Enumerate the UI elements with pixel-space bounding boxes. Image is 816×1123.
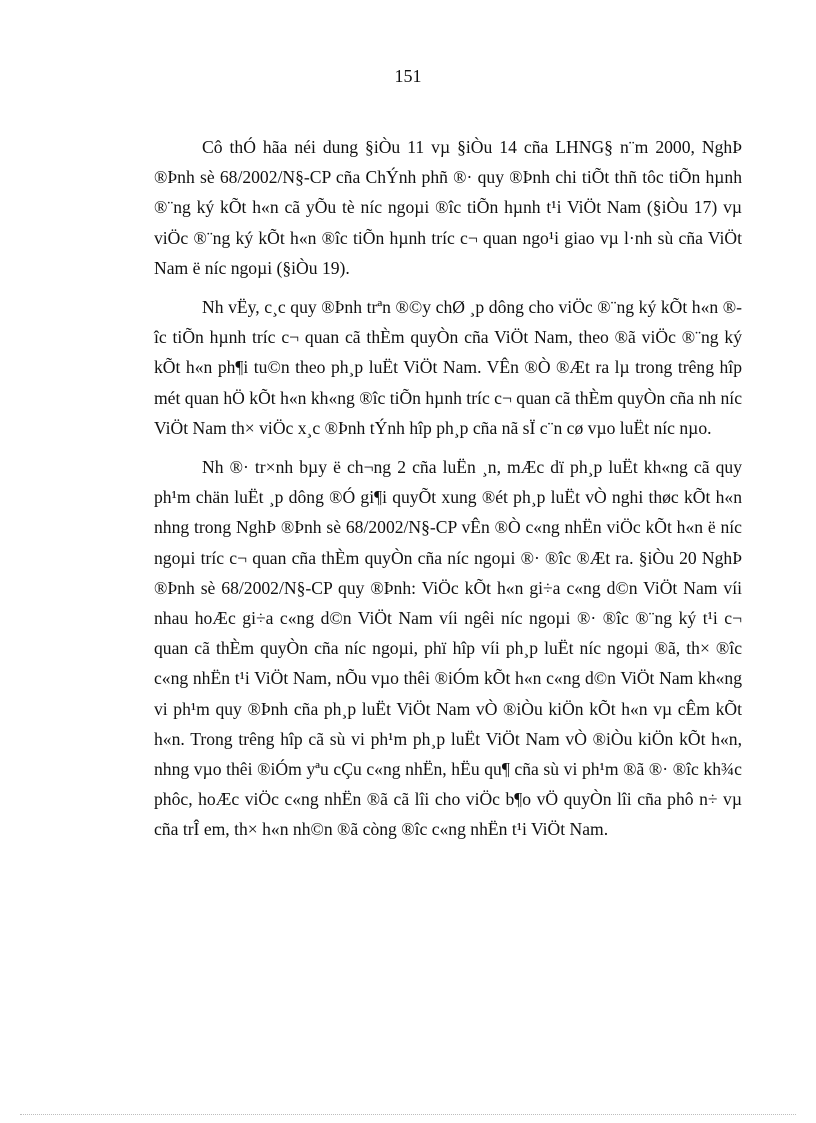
- paragraph-2: Nh vËy, c¸c quy ®Þnh trªn ®©y chØ ¸p dông cho viÖc ®¨ng ký kÕt h«n ®îc tiÕn hµnh tríc c¬ quan cã thÈm quyÒn cña ViÖt Nam, theo ®ã viÖc ®¨ng ký kÕt h«n ph¶i tu©n theo ph¸p luËt ViÖt Nam. VÊn ®Ò ®Æt ra lµ trong trêng hîp mét quan hÖ kÕt h«n kh«ng ®îc tiÕn hµnh tríc c¬ quan cã thÈm quyÒn cña nh níc ViÖt Nam th× viÖc x¸c ®Þnh tÝnh hîp ph¸p cña nã sÏ c¨n cø vµo luËt níc nµo.: [154, 297, 742, 438]
- paragraph-3: Nh ®· tr×nh bµy ë ch¬ng 2 cña luËn ¸n, mÆc dï ph¸p luËt kh«ng cã quy ph¹m chän luËt ¸p dông ®Ó gi¶i quyÕt xung ®ét ph¸p luËt vÒ nghi thøc kÕt h«n nhng trong NghÞ ®Þnh sè 68/2002/N§-CP vÊn ®Ò c«ng nhËn viÖc kÕt h«n ë níc ngoµi tríc c¬ quan cña thÈm quyÒn cña níc ngoµi ®· ®îc ®Æt ra. §iÒu 20 NghÞ ®Þnh sè 68/2002/N§-CP quy ®Þnh: ViÖc kÕt h«n gi÷a c«ng d©n ViÖt Nam víi nhau hoÆc gi÷a c«ng d©n ViÖt Nam víi ngêi níc ngoµi ®· ®îc ®¨ng ký t¹i c¬ quan cã thÈm quyÒn cña níc ngoµi, phï hîp víi ph¸p luËt níc ngoµi ®ã, th× ®îc c«ng nhËn t¹i ViÖt Nam, nÕu vµo thêi ®iÓm kÕt h«n c«ng d©n ViÖt Nam kh«ng vi ph¹m quy ®Þnh cña ph¸p luËt ViÖt Nam vÒ ®iÒu kiÖn kÕt h«n vµ cÊm kÕt h«n. Trong trêng hîp cã sù vi ph¹m ph¸p luËt ViÖt Nam vÒ ®iÒu kiÖn kÕt h«n, nhng vµo thêi ®iÓm yªu cÇu c«ng nhËn, hËu qu¶ cña sù vi ph¹m ®ã ®· ®îc kh¾c phôc, hoÆc viÖc c«ng nhËn ®ã cã lîi cho viÖc b¶o vÖ quyÒn lîi cña phô n÷ vµ cña trÎ em, th× h«n nh©n ®ã còng ®îc c«ng nhËn t¹i ViÖt Nam.: [154, 457, 742, 840]
- footer-divider: [20, 1114, 796, 1115]
- page-number: 151: [394, 66, 422, 86]
- document-body: [154, 132, 742, 854]
- paragraph-1: Cô thÓ hãa néi dung §iÒu 11 vµ §iÒu 14 cña LHNG§ n¨m 2000, NghÞ ®Þnh sè 68/2002/N§-CP cña ChÝnh phñ ®· quy ®Þnh chi tiÕt thñ tôc tiÕn hµnh ®¨ng ký kÕt h«n cã yÕu tè níc ngoµi ®îc tiÕn hµnh t¹i ViÖt Nam (§iÒu 17) vµ viÖc ®¨ng ký kÕt h«n ®îc tiÕn hµnh tríc c¬ quan ngo¹i giao vµ l·nh sù cña ViÖt Nam ë níc ngoµi (§iÒu 19).: [154, 137, 742, 278]
